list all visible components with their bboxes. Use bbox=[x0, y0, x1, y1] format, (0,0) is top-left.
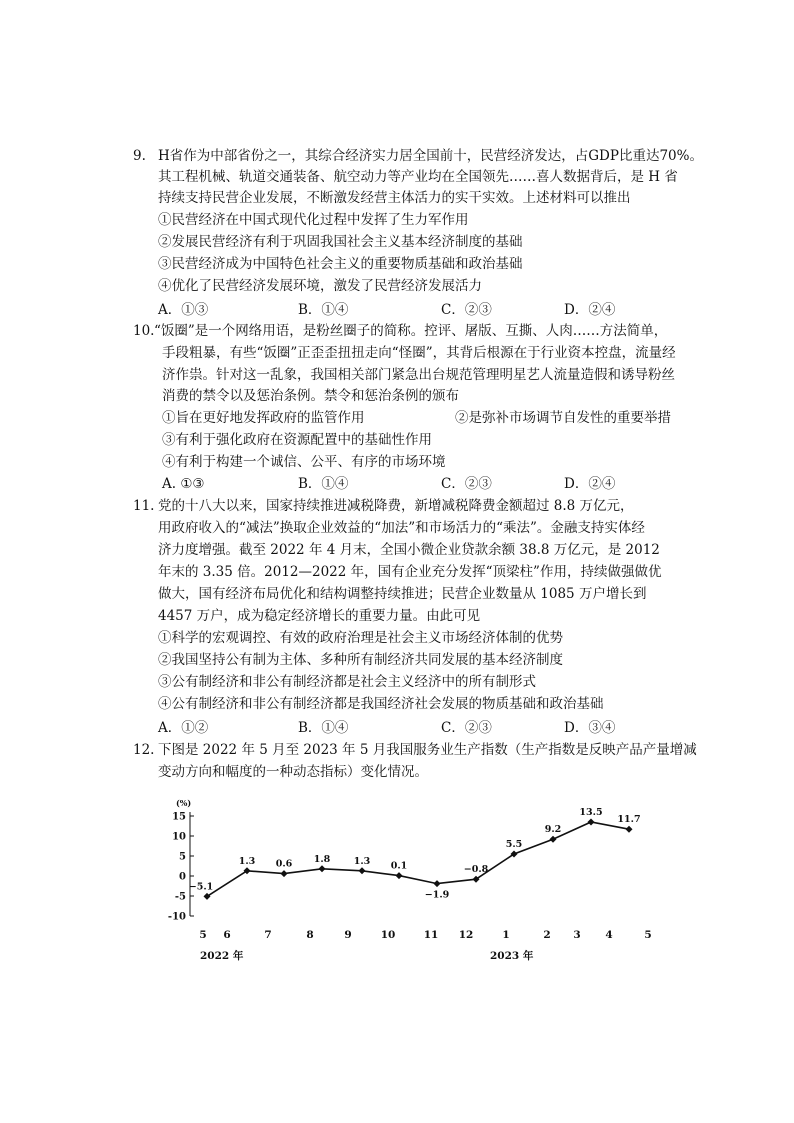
y-tick-label: 10 bbox=[172, 831, 186, 843]
question-10-option-d[interactable]: D．②④ bbox=[564, 476, 616, 492]
question-9-item-2: ②发展民营经济有利于巩固我国社会主义基本经济制度的基础 bbox=[158, 234, 523, 250]
data-point-marker bbox=[359, 867, 366, 874]
question-11-item-4: ④公有制经济和非公有制经济都是我国经济社会发展的物质基础和政治基础 bbox=[158, 696, 604, 712]
question-12-number: 12. bbox=[133, 742, 155, 758]
question-9-line-1: H省作为中部省份之一，其综合经济实力居全国前十，民营经济发达，占GDP比重达70%。 bbox=[158, 148, 703, 164]
data-label: −1.9 bbox=[424, 889, 450, 901]
series-line bbox=[207, 822, 629, 896]
question-10-number: 10. bbox=[133, 323, 155, 339]
y-tick-label: 0 bbox=[179, 871, 186, 883]
x-tick-label: 4 bbox=[605, 929, 613, 941]
data-label: 5.5 bbox=[505, 839, 523, 850]
question-11-line-3: 济力度增强。截至 2022 年 4 月末，全国小微企业贷款余额 38.8 万亿元，是 2012 bbox=[158, 542, 660, 558]
x-tick-label: 8 bbox=[306, 929, 314, 941]
question-12-line-1: 下图是 2022 年 5 月至 2023 年 5 月我国服务业生产指数（生产指数是反映产品产量增减 bbox=[158, 742, 697, 758]
x-tick-label: 10 bbox=[380, 929, 396, 941]
x-tick-label: 9 bbox=[344, 929, 352, 941]
question-10-item-4: ④有利于构建一个诚信、公平、有序的市场环境 bbox=[162, 454, 446, 470]
question-11-item-2: ②我国坚持公有制为主体、多种所有制经济共同发展的基本经济制度 bbox=[158, 652, 563, 668]
y-tick-label: 5 bbox=[179, 851, 186, 863]
x-tick-label: 2 bbox=[543, 929, 551, 941]
question-9-item-3: ③民营经济成为中国特色社会主义的重要物质基础和政治基础 bbox=[158, 256, 523, 272]
data-point-marker bbox=[434, 880, 441, 887]
data-point-marker bbox=[396, 872, 403, 879]
question-11-line-2: 用政府收入的“减法”换取企业效益的“加法”和市场活力的“乘法”。金融支持实体经 bbox=[158, 520, 645, 536]
data-point-marker bbox=[550, 836, 557, 843]
x-tick-label: 11 bbox=[423, 929, 439, 941]
data-point-marker bbox=[626, 826, 633, 833]
question-9-item-4: ④优化了民营经济发展环境，激发了民营经济发展活力 bbox=[158, 278, 482, 294]
question-11-option-a[interactable]: A．①② bbox=[158, 720, 209, 736]
x-tick-label: 3 bbox=[573, 929, 581, 941]
question-9-line-3: 持续支持民营企业发展，不断激发经营主体活力的实干实效。上述材料可以推出 bbox=[158, 190, 631, 206]
question-9-option-a[interactable]: A．①③ bbox=[158, 302, 209, 318]
year-label-2023: 2023 年 bbox=[490, 950, 534, 962]
question-9-number: 9. bbox=[133, 148, 146, 164]
data-label: 11.7 bbox=[617, 814, 641, 826]
x-tick-label: 6 bbox=[223, 929, 231, 941]
question-11-option-b[interactable]: B．①④ bbox=[298, 720, 349, 736]
question-9-item-1: ①民营经济在中国式现代化过程中发挥了生力军作用 bbox=[158, 212, 469, 228]
question-10-option-c[interactable]: C．②③ bbox=[441, 476, 492, 492]
data-label: 0.1 bbox=[390, 860, 408, 872]
data-label: 9.2 bbox=[544, 824, 562, 836]
question-11-item-3: ③公有制经济和非公有制经济都是社会主义经济中的所有制形式 bbox=[158, 674, 536, 690]
data-label: 0.6 bbox=[275, 858, 293, 870]
x-tick-label: 5 bbox=[199, 929, 207, 941]
question-10-option-a[interactable]: A. ①③ bbox=[162, 476, 205, 492]
data-label: −5.1 bbox=[188, 881, 214, 893]
question-10-line-3: 济作祟。针对这一乱象，我国相关部门紧急出台规范管理明星艺人流量造假和诱导粉丝 bbox=[162, 367, 675, 383]
question-11-item-1: ①科学的宏观调控、有效的政府治理是社会主义市场经济体制的优势 bbox=[158, 630, 563, 646]
data-label: 1.8 bbox=[313, 853, 331, 865]
y-tick-label: -10 bbox=[167, 911, 186, 923]
data-point-marker bbox=[588, 819, 595, 826]
data-label: 13.5 bbox=[579, 807, 603, 818]
question-11-line-1: 党的十八大以来，国家持续推进减税降费，新增减税降费金额超过 8.8 万亿元， bbox=[158, 498, 634, 514]
question-10-item-2: ②是弥补市场调节自发性的重要举措 bbox=[455, 410, 671, 426]
question-10-line-4: 消费的禁令以及惩治条例。禁令和惩治条例的颁布 bbox=[162, 388, 459, 404]
y-axis-unit-label: (%) bbox=[176, 798, 192, 808]
data-label: 1.3 bbox=[238, 855, 256, 867]
question-9-option-b[interactable]: B．①④ bbox=[298, 302, 349, 318]
question-10-item-3: ③有利于强化政府在资源配置中的基础性作用 bbox=[162, 432, 432, 448]
question-9-option-d[interactable]: D．②④ bbox=[564, 302, 616, 318]
data-label: 1.3 bbox=[353, 855, 371, 867]
question-12-line-2: 变动方向和幅度的一种动态指标）变化情况。 bbox=[158, 764, 428, 780]
question-9-line-2: 其工程机械、轨道交通装备、航空动力等产业均在全国领先……喜人数据背后，是 H 省 bbox=[158, 169, 678, 185]
question-11-option-c[interactable]: C．②③ bbox=[441, 720, 492, 736]
question-11-number: 11. bbox=[133, 498, 155, 514]
y-tick-label: -5 bbox=[174, 891, 186, 903]
data-label: −0.8 bbox=[463, 864, 489, 876]
data-point-marker bbox=[319, 865, 326, 872]
x-tick-label: 12 bbox=[458, 929, 474, 941]
y-tick-label: 15 bbox=[172, 811, 186, 823]
x-tick-label: 5 bbox=[644, 929, 652, 941]
service-index-line-chart bbox=[150, 792, 670, 972]
year-label-2022: 2022 年 bbox=[200, 950, 244, 962]
x-tick-label: 7 bbox=[264, 929, 272, 941]
question-11-line-6: 4457 万户，成为稳定经济增长的重要力量。由此可见 bbox=[158, 608, 481, 624]
question-11-line-4: 年末的 3.35 倍。2012—2022 年，国有企业充分发挥“顶梁柱”作用，持续做强做优 bbox=[158, 564, 662, 580]
question-10-line-1: “饭圈”是一个网络用语，是粉丝圈子的简称。控评、屠版、互撕、人肉……方法简单， bbox=[154, 323, 668, 339]
question-10-line-2: 手段粗暴，有些“饭圈”正歪歪扭扭走向“怪圈”，其背后根源在于行业资本控盘，流量经 bbox=[162, 345, 676, 361]
question-9-option-c[interactable]: C．②③ bbox=[441, 302, 492, 318]
question-10-item-1: ①旨在更好地发挥政府的监管作用 bbox=[162, 410, 365, 426]
data-point-marker bbox=[281, 870, 288, 877]
x-tick-label: 1 bbox=[502, 929, 510, 941]
question-11-line-5: 做大，国有经济布局优化和结构调整持续推进；民营企业数量从 1085 万户增长到 bbox=[158, 586, 647, 602]
question-10-option-b[interactable]: B．①④ bbox=[298, 476, 349, 492]
question-11-option-d[interactable]: D．③④ bbox=[564, 720, 616, 736]
